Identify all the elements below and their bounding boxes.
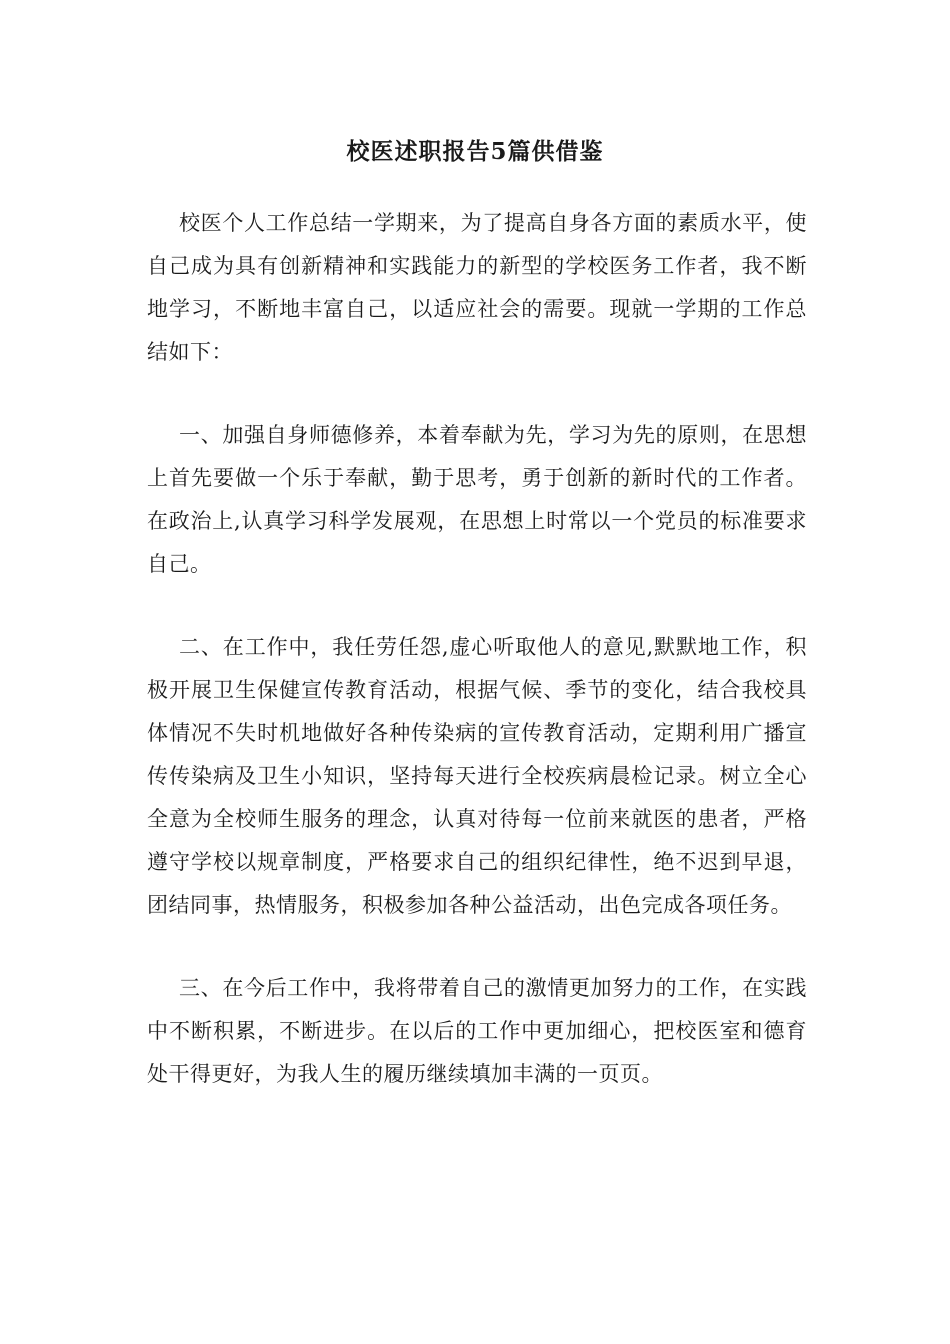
paragraph-section-3: 三、在今后工作中，我将带着自己的激情更加努力的工作，在实践中不断积累，不断进步。在以后的工作中更加细心，把校医室和德育处干得更好，为我人生的履历继续填加丰满的一页页。 [147, 976, 807, 1086]
paragraph-section-2: 二、在工作中，我任劳任怨,虚心听取他人的意见,默默地工作，积极开展卫生保健宣传教育活动，根据气候、季节的变化，结合我校具体情况不失时机地做好各种传染病的宣传教育活动，定期利用广播宣传传染病及卫生小知识，坚持每天进行全校疾病晨检记录。树立全心全意为全校师生服务的理念，认真对待每一位前来就医的患者，严格遵守学校以规章制度，严格要求自己的组织纪律性，绝不迟到早退，团结同事，热情服务，积极参加各种公益活动，出色完成各项任务。 [147, 635, 807, 917]
paragraph-intro: 校医个人工作总结一学期来，为了提高自身各方面的素质水平，使自己成为具有创新精神和实践能力的新型的学校医务工作者，我不断地学习，不断地丰富自己，以适应社会的需要。现就一学期的工作总结如下： [147, 211, 807, 364]
document-title: 校医述职报告5篇供借鉴 [346, 138, 604, 165]
paragraph-section-1: 一、加强自身师德修养，本着奉献为先，学习为先的原则，在思想上首先要做一个乐于奉献，勤于思考，勇于创新的新时代的工作者。在政治上,认真学习科学发展观，在思想上时常以一个党员的标准要求自己。 [147, 423, 807, 576]
document-body [147, 202, 807, 1136]
